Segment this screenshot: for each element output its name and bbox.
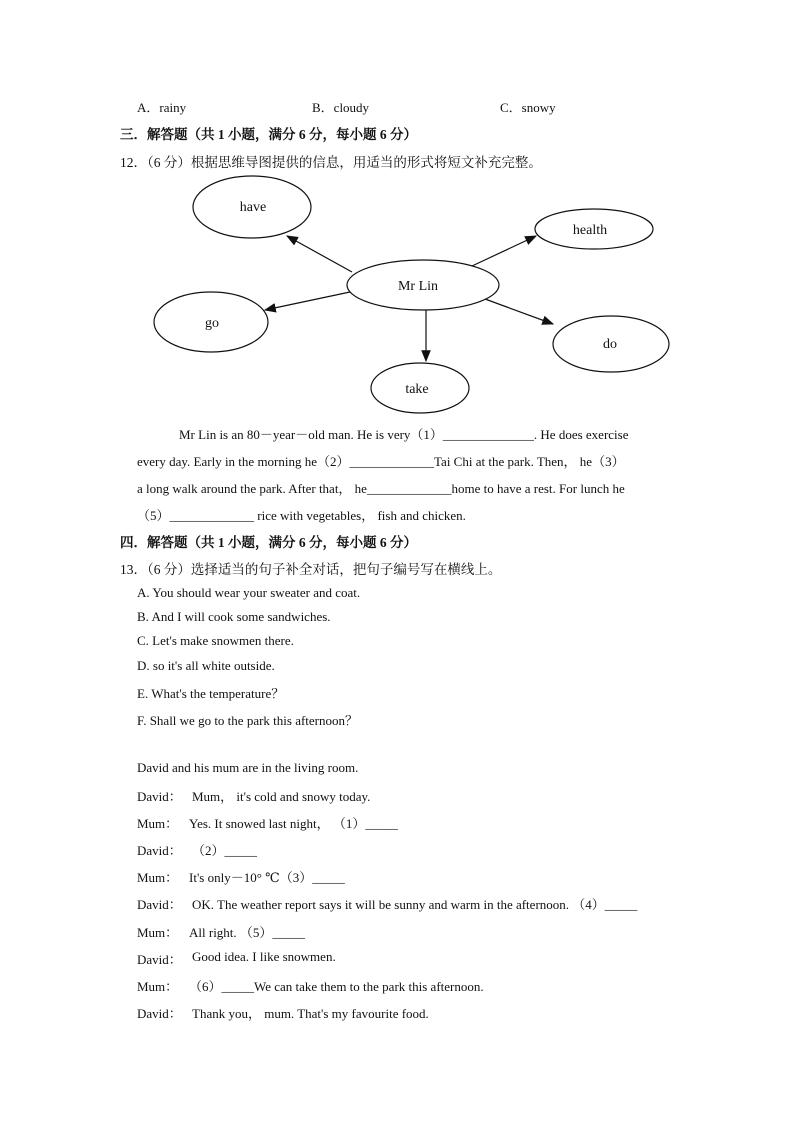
dialogue-speaker: Mum： xyxy=(137,870,179,885)
dialogue-line: （6）_____We can take them to the park this afternoon. xyxy=(189,979,484,994)
node-center-label: Mr Lin xyxy=(397,279,439,294)
dialogue-speaker: David： xyxy=(137,897,182,912)
node-go-label: go xyxy=(205,316,219,331)
choice-d: D. so it's all white outside. xyxy=(137,658,275,673)
passage-line-2: every day. Early in the morning he（2）_____________Tai Chi at the park. Then， he（3） xyxy=(137,454,625,469)
node-health-label: health xyxy=(572,223,608,238)
passage-line-1: Mr Lin is an 80－year－old man. He is very（1）______________. He does exercise xyxy=(179,427,629,442)
passage-line-4: （5）_____________ rice with vegetables， fish and chicken. xyxy=(137,508,466,523)
dialogue-speaker: Mum： xyxy=(137,925,179,940)
dialogue-speaker: Mum： xyxy=(137,979,179,994)
dialogue-line: Yes. It snowed last night， （1）_____ xyxy=(189,816,398,831)
choice-f: F. Shall we go to the park this afternoon？ xyxy=(137,713,359,728)
mind-map xyxy=(0,0,794,420)
dialogue-line: （2）_____ xyxy=(192,843,258,858)
node-take-label: take xyxy=(405,382,429,397)
dialogue-line: Thank you， mum. That's my favourite food. xyxy=(192,1006,429,1021)
dialogue-speaker: David： xyxy=(137,843,182,858)
option-a: A．rainy xyxy=(137,100,187,115)
option-b: B．cloudy xyxy=(312,100,370,115)
dialogue-line: Mum， it's cold and snowy today. xyxy=(192,789,371,804)
choice-e: E. What's the temperature？ xyxy=(137,686,285,701)
dialogue-line: It's only－10° ℃（3）_____ xyxy=(189,870,345,885)
node-do-label: do xyxy=(603,337,617,352)
dialogue-intro: David and his mum are in the living room. xyxy=(137,760,359,775)
question-12: 12．（6 分）根据思维导图提供的信息，用适当的形式将短文补充完整。 xyxy=(120,155,542,170)
option-c: C．snowy xyxy=(500,100,556,115)
dialogue-speaker: David： xyxy=(137,952,182,967)
dialogue-line: All right. （5）_____ xyxy=(189,925,305,940)
dialogue-speaker: David： xyxy=(137,789,182,804)
node-have-label: have xyxy=(239,200,267,215)
choice-c: C. Let's make snowmen there. xyxy=(137,633,294,648)
section-4-heading: 四．解答题（共 1 小题，满分 6 分，每小题 6 分） xyxy=(120,535,417,550)
dialogue-speaker: Mum： xyxy=(137,816,179,831)
dialogue-line: OK. The weather report says it will be sunny and warm in the afternoon. （4）_____ xyxy=(192,897,638,912)
dialogue-line: Good idea. I like snowmen. xyxy=(192,949,336,964)
choice-b: B. And I will cook some sandwiches. xyxy=(137,609,331,624)
choice-a: A. You should wear your sweater and coat. xyxy=(137,585,361,600)
question-13: 13．（6 分）选择适当的句子补全对话，把句子编号写在横线上。 xyxy=(120,562,502,577)
dialogue-speaker: David： xyxy=(137,1006,182,1021)
section-3-heading: 三．解答题（共 1 小题，满分 6 分，每小题 6 分） xyxy=(120,127,417,142)
passage-line-3: a long walk around the park. After that， he_____________home to have a rest. For lunch he xyxy=(137,481,625,496)
